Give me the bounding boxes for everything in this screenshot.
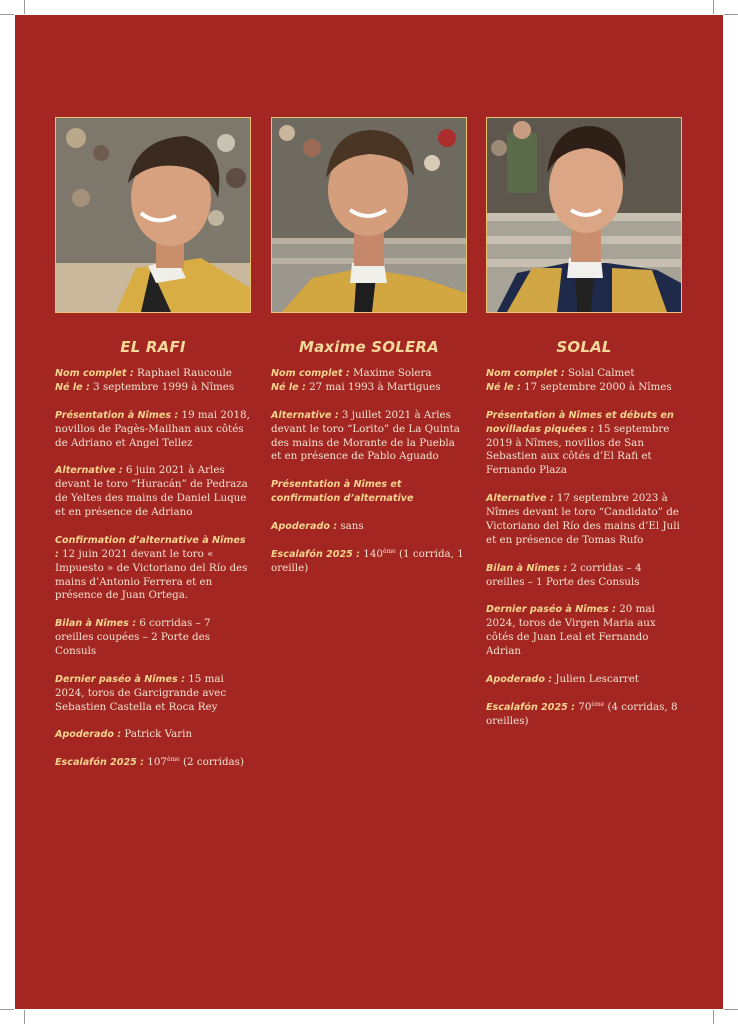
page-panel bbox=[15, 15, 723, 1009]
matador-name: Maxime SOLERA bbox=[298, 338, 439, 356]
fact-apoderado bbox=[55, 728, 251, 742]
fact-label: Escalafón 2025 : bbox=[55, 757, 144, 769]
fact-label: Présentation à Nîmes et confirmation d’alternative bbox=[271, 479, 414, 505]
matador-card bbox=[486, 117, 682, 742]
fact-escalafon bbox=[486, 701, 682, 729]
fact-superscript: ème bbox=[382, 547, 396, 555]
matador-portrait bbox=[271, 117, 467, 313]
fact-full-name bbox=[55, 367, 251, 381]
fact-label: Apoderado : bbox=[271, 520, 338, 532]
fact-label: Nom complet : bbox=[486, 368, 565, 379]
fact-bilan bbox=[486, 562, 682, 590]
fact-label: Escalafón 2025 : bbox=[486, 701, 575, 713]
fact-value: 3 juillet 2021 à Arles devant le toro “Lorito” de La Quinta des mains de Morante de la Puebla et en présence de Pablo Aguado bbox=[271, 408, 460, 463]
crop-mark bbox=[24, 0, 25, 14]
fact-label: Nom complet : bbox=[55, 368, 134, 379]
fact-value: 19 mai 2018, novillos de Pagès-Mailhan aux côtés de Adriano et Angel Tellez bbox=[55, 408, 250, 449]
crop-mark bbox=[724, 1009, 738, 1010]
matador-card bbox=[55, 117, 251, 784]
fact-escalafon bbox=[271, 548, 467, 576]
fact-label: Dernier paséo à Nîmes : bbox=[55, 673, 185, 685]
fact-label: Escalafón 2025 : bbox=[271, 548, 360, 560]
fact-label: Bilan à Nîmes : bbox=[486, 562, 568, 574]
fact-label: Nom complet : bbox=[271, 368, 350, 379]
fact-value-suffix: (1 corrida, 1 oreille) bbox=[271, 547, 464, 574]
fact-birth bbox=[55, 381, 251, 395]
matador-portrait bbox=[55, 117, 251, 313]
crop-mark bbox=[713, 0, 714, 14]
fact-value: 3 septembre 1999 à Nîmes bbox=[89, 380, 235, 393]
crop-mark bbox=[713, 1010, 714, 1024]
crop-mark bbox=[0, 1009, 14, 1010]
fact-value: Maxime Solera bbox=[349, 367, 432, 379]
fact-label: Bilan à Nîmes : bbox=[55, 618, 137, 630]
fact-label: Alternative : bbox=[486, 493, 554, 505]
fact-value: 27 mai 1993 à Martigues bbox=[305, 380, 441, 393]
fact-label: Alternative : bbox=[271, 409, 339, 421]
fact-label: Dernier paséo à Nîmes : bbox=[486, 604, 616, 616]
fact-label: Présentation à Nîmes et débuts en novilladas piquées : bbox=[486, 409, 674, 435]
matador-facts bbox=[271, 367, 467, 576]
fact-birth bbox=[486, 381, 682, 395]
fact-value: Julien Lescarret bbox=[552, 672, 639, 685]
portrait-illustration bbox=[56, 118, 250, 312]
fact-value: 70 bbox=[575, 700, 592, 713]
fact-value: 2 corridas – 4 oreilles – 1 Porte des Consuls bbox=[486, 561, 642, 588]
fact-full-name bbox=[486, 367, 682, 381]
fact-last-paseo bbox=[55, 673, 251, 715]
matador-facts bbox=[486, 367, 682, 728]
fact-confirmation bbox=[55, 534, 251, 604]
fact-alternative bbox=[55, 464, 251, 520]
fact-label: Présentation à Nîmes : bbox=[55, 409, 179, 421]
fact-value-suffix: (2 corridas) bbox=[179, 756, 244, 769]
matador-card bbox=[271, 117, 467, 589]
portrait-illustration bbox=[487, 118, 681, 312]
matador-name: SOLAL bbox=[556, 338, 612, 356]
fact-label: Apoderado : bbox=[55, 729, 122, 741]
fact-label: Alternative : bbox=[55, 465, 123, 477]
fact-label: Né le : bbox=[271, 381, 306, 393]
fact-value: 20 mai 2024, toros de Virgen Maria aux côtés de Juan Leal et Fernando Adrian bbox=[486, 603, 656, 658]
fact-label: Apoderado : bbox=[486, 673, 553, 685]
fact-value: 17 septembre 2000 à Nîmes bbox=[520, 380, 672, 393]
fact-value: 17 septembre 2023 à Nîmes devant le toro “Candidato” de Victoriano del Río des mains d’El Juli et en présence de Tomas Rufo bbox=[486, 492, 680, 546]
fact-superscript: ème bbox=[166, 756, 180, 764]
fact-label: Né le : bbox=[55, 381, 90, 393]
crop-mark bbox=[24, 1010, 25, 1024]
fact-bilan bbox=[55, 617, 251, 659]
matador-portrait bbox=[486, 117, 682, 313]
fact-value: 6 corridas – 7 oreilles coupées – 2 Porte des Consuls bbox=[55, 617, 211, 658]
fact-value: Raphael Raucoule bbox=[133, 367, 232, 379]
fact-label: Confirmation d’alternative à Nîmes : bbox=[55, 534, 246, 560]
fact-presentation bbox=[271, 478, 467, 506]
fact-alternative bbox=[486, 492, 682, 548]
fact-value: 15 septembre 2019 à Nîmes, novillos de San Sebastien aux côtés d’El Rafi et Fernando Plaza bbox=[486, 422, 670, 477]
fact-presentation bbox=[486, 409, 682, 479]
fact-birth bbox=[271, 381, 467, 395]
fact-value: Patrick Varin bbox=[121, 728, 193, 741]
matador-facts bbox=[55, 367, 251, 770]
crop-mark bbox=[0, 14, 14, 15]
fact-value: 6 juin 2021 à Arles devant le toro “Huracán” de Pedraza de Yeltes des mains de Daniel Luque et en présence de Adriano bbox=[55, 464, 248, 519]
fact-value: 140 bbox=[360, 547, 383, 560]
matador-name: EL RAFI bbox=[120, 338, 186, 356]
fact-apoderado bbox=[271, 520, 467, 534]
fact-value: 107 bbox=[144, 756, 167, 769]
fact-value: Solal Calmet bbox=[564, 367, 635, 379]
fact-escalafon bbox=[55, 756, 251, 770]
fact-last-paseo bbox=[486, 603, 682, 659]
fact-label: Né le : bbox=[486, 381, 521, 393]
portrait-illustration bbox=[272, 118, 466, 312]
fact-apoderado bbox=[486, 673, 682, 687]
fact-value: sans bbox=[337, 519, 364, 532]
fact-value: 15 mai 2024, toros de Garcigrande avec Sebastien Castella et Roca Rey bbox=[55, 672, 227, 713]
fact-presentation bbox=[55, 409, 251, 451]
fact-full-name bbox=[271, 367, 467, 381]
fact-superscript: ème bbox=[591, 700, 605, 708]
fact-alternative bbox=[271, 409, 467, 465]
crop-mark bbox=[724, 14, 738, 15]
fact-value-suffix: (4 corridas, 8 oreilles) bbox=[486, 700, 678, 727]
fact-value: 12 juin 2021 devant le toro « Impuesto » de Victoriano del Río des mains d’Antonio Ferrera et en présence de Juan Ortega. bbox=[55, 547, 248, 602]
